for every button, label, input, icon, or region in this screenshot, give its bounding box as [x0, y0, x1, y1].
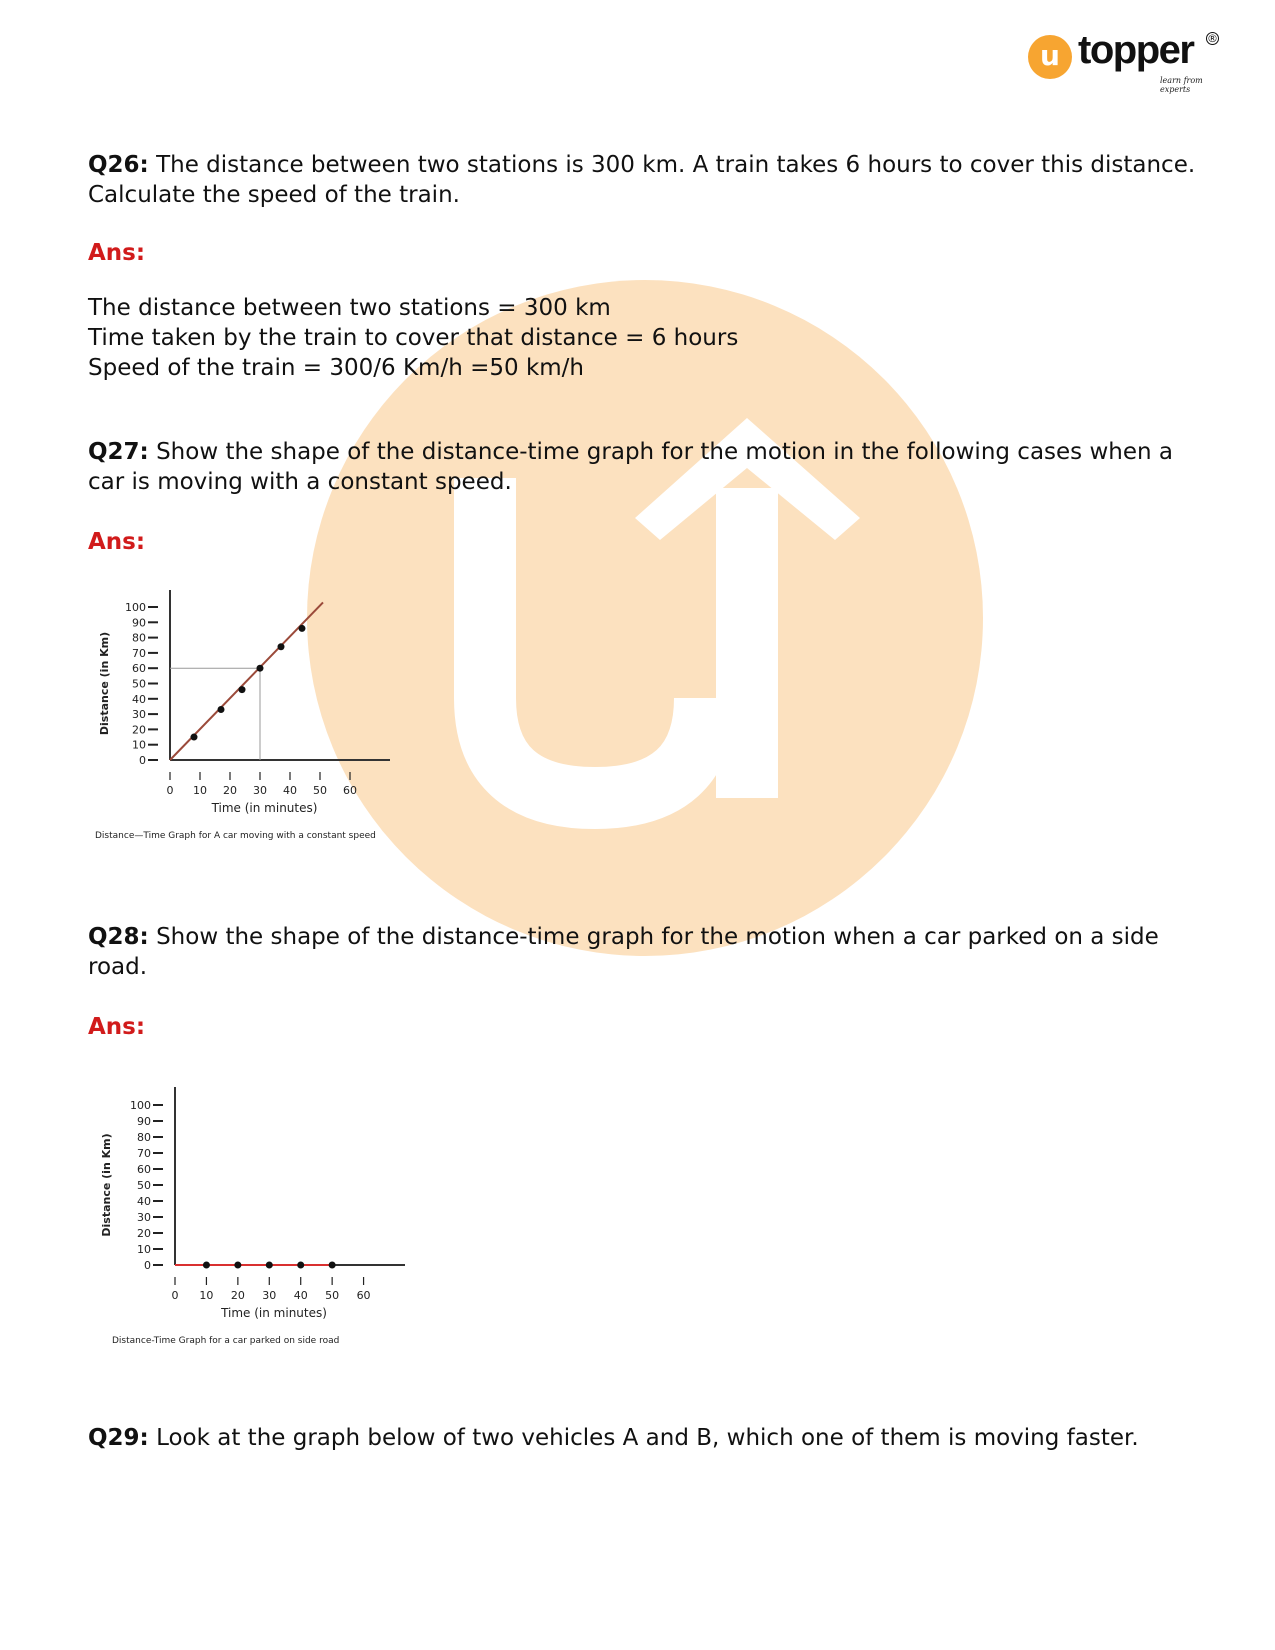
y-tick-label: 60: [132, 662, 146, 676]
question-27: [88, 437, 1198, 497]
x-tick-label: 60: [356, 1289, 371, 1302]
y-tick-label: 20: [132, 723, 146, 737]
x-tick-label: 50: [325, 1289, 340, 1302]
question-29: [88, 1423, 1198, 1453]
y-tick-label: 10: [132, 738, 146, 752]
y-tick-label: 20: [137, 1227, 151, 1240]
question-28: [88, 922, 1198, 982]
question-text: Look at the graph below of two vehicles A and B, which one of them is moving faster.: [156, 1425, 1139, 1451]
y-axis-label: Distance (in Km): [98, 631, 111, 736]
data-point: [299, 625, 306, 632]
answer-label-27: Ans:: [88, 529, 146, 555]
data-point: [191, 734, 198, 741]
x-axis-label: Time (in minutes): [211, 801, 318, 815]
y-tick-label: 80: [137, 1131, 151, 1144]
x-tick-label: 30: [262, 1289, 277, 1302]
y-tick-label: 100: [125, 601, 146, 614]
answer-26: [88, 293, 1198, 383]
answer-line: The distance between two stations = 300 km: [88, 295, 611, 321]
chart-title: Distance-Time Graph for a car parked on side road: [112, 1336, 340, 1346]
chart-svg: [90, 590, 410, 860]
y-tick-label: 30: [137, 1211, 151, 1224]
brand-logo: [1028, 28, 1228, 94]
y-tick-label: 10: [137, 1243, 151, 1256]
y-tick-label: 0: [144, 1259, 151, 1272]
x-tick-label: 20: [223, 784, 237, 797]
question-label: Q26:: [88, 152, 149, 178]
x-tick-label: 20: [230, 1289, 245, 1302]
data-point: [257, 665, 264, 672]
data-point: [203, 1262, 210, 1269]
y-tick-label: 100: [130, 1099, 151, 1112]
data-point: [278, 643, 285, 650]
y-tick-label: 50: [132, 677, 146, 691]
chart-svg: [90, 1075, 430, 1355]
x-tick-label: 10: [199, 1289, 214, 1302]
chart-parked-car: [90, 1075, 430, 1359]
x-tick-label: 0: [171, 1289, 179, 1302]
registered-mark: ®: [1207, 32, 1218, 45]
x-tick-label: 0: [166, 784, 174, 797]
y-tick-label: 90: [132, 616, 146, 630]
y-tick-label: 80: [132, 631, 146, 645]
data-point: [218, 706, 225, 713]
y-tick-label: 50: [137, 1179, 151, 1192]
x-tick-label: 30: [253, 784, 267, 797]
y-tick-label: 70: [132, 646, 146, 660]
data-point: [239, 686, 246, 693]
y-tick-label: 30: [132, 708, 146, 722]
question-text: Show the shape of the distance-time graph for the motion in the following cases when a car is moving with a constant speed.: [88, 439, 1173, 495]
logo-u-icon: u: [1028, 35, 1072, 79]
question-label: Q28:: [88, 924, 149, 950]
y-tick-label: 40: [137, 1195, 151, 1208]
logo-name: topper: [1078, 28, 1194, 72]
x-tick-label: 40: [293, 1289, 308, 1302]
question-text: The distance between two stations is 300 km. A train takes 6 hours to cover this distance. Calculate the speed of the train.: [88, 152, 1196, 208]
question-text: Show the shape of the distance-time graph for the motion when a car parked on a side road.: [88, 924, 1159, 980]
data-point: [329, 1262, 336, 1269]
y-tick-label: 70: [137, 1147, 151, 1160]
x-tick-label: 60: [343, 784, 357, 797]
data-point: [266, 1262, 273, 1269]
question-26: [88, 150, 1198, 210]
chart-title: Distance—Time Graph for A car moving with a constant speed: [95, 831, 376, 841]
logo-tagline: learn from experts: [1160, 76, 1203, 94]
answer-label-28: Ans:: [88, 1014, 146, 1040]
y-tick-label: 40: [132, 692, 146, 706]
x-tick-label: 50: [313, 784, 327, 797]
y-tick-label: 0: [139, 754, 146, 767]
y-tick-label: 60: [137, 1163, 151, 1176]
chart-constant-speed: [90, 590, 410, 864]
answer-line: Speed of the train = 300/6 Km/h =50 km/h: [88, 355, 584, 381]
question-label: Q27:: [88, 439, 149, 465]
y-tick-label: 90: [137, 1115, 151, 1128]
data-point: [297, 1262, 304, 1269]
x-axis-label: Time (in minutes): [221, 1306, 327, 1320]
answer-label-26: Ans:: [88, 240, 146, 266]
y-axis-label: Distance (in Km): [100, 1133, 113, 1237]
x-tick-label: 40: [283, 784, 297, 797]
data-point: [234, 1262, 241, 1269]
answer-line: Time taken by the train to cover that distance = 6 hours: [88, 325, 739, 351]
question-label: Q29:: [88, 1425, 149, 1451]
x-tick-label: 10: [193, 784, 207, 797]
